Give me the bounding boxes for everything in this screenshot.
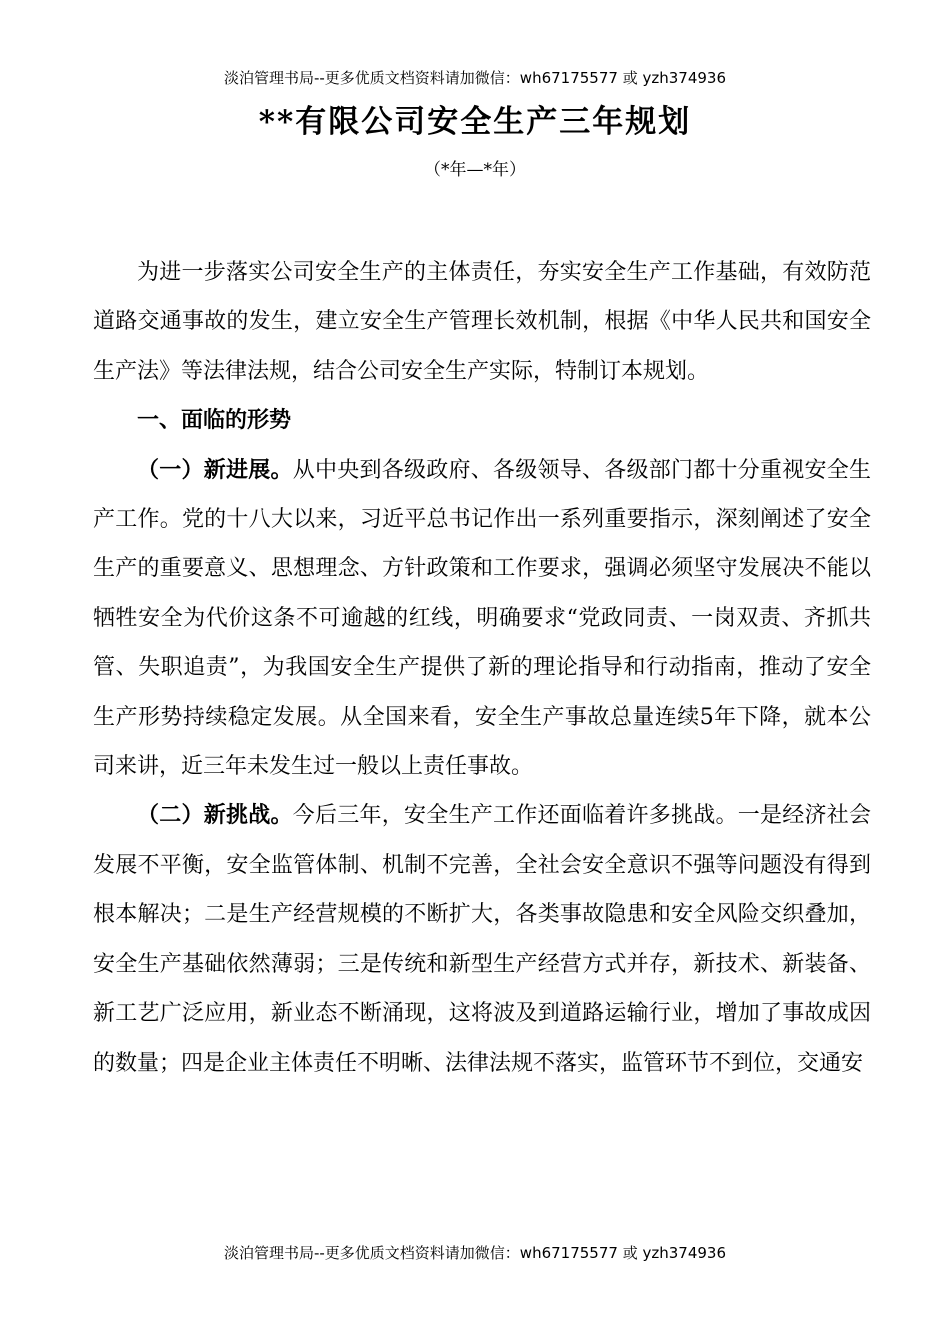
footer-watermark-note: 淡泊管理书局--更多优质文档资料请加微信：wh67175577 或 yzh374936 (223, 1244, 726, 1262)
paragraph-new-progress (93, 446, 871, 792)
paragraph-text: 从中央到各级政府、各级领导、各级部门都十分重视安全生产工作。党的十八大以来，习近平总书记作出一系列重要指示，深刻阐述了安全生产的重要意义、思想理念、方针政策和工作要求，强调必须坚守发展决不能以牺牲安全为代价这条不可逾越的红线，明确要求“党政同责、一岗双责、齐抓共管、失职追责”，为我国安全生产提供了新的理论指导和行动指南，推动了安全生产形势持续稳定发展。从全国来看，安全生产事故总量连续5年下降，就本公司来讲，近三年未发生过一般以上责任事故。 (93, 457, 871, 780)
paragraph-lead: （二）新挑战。 (137, 802, 293, 829)
paragraph-text: 今后三年，安全生产工作还面临着许多挑战。一是经济社会发展不平衡，安全监管体制、机制不完善，全社会安全意识不强等问题没有得到根本解决；二是生产经营规模的不断扩大，各类事故隐患和安全风险交织叠加，安全生产基础依然薄弱；三是传统和新型生产经营方式并存，新技术、新装备、新工艺广泛应用，新业态不断涌现，这将波及到道路运输行业，增加了事故成因的数量；四是企业主体责任不明晰、法律法规不落实，监管环节不到位，交通安 (93, 803, 871, 1076)
intro-paragraph: 为进一步落实公司安全生产的主体责任，夯实安全生产工作基础，有效防范道路交通事故的发生，建立安全生产管理长效机制，根据《中华人民共和国安全生产法》等法律法规，结合公司安全生产实际，特制订本规划。 (93, 260, 871, 384)
document-title: **有限公司安全生产三年规划 (258, 104, 692, 140)
section-heading: 一、面临的形势 (137, 407, 292, 434)
paragraph-lead: （一）新进展。 (137, 456, 293, 483)
paragraph-new-challenge (93, 791, 871, 1087)
document-subtitle: （*年—*年） (424, 160, 526, 180)
document-body (93, 248, 871, 1088)
header-watermark-note: 淡泊管理书局--更多优质文档资料请加微信：wh67175577 或 yzh374936 (223, 69, 726, 87)
